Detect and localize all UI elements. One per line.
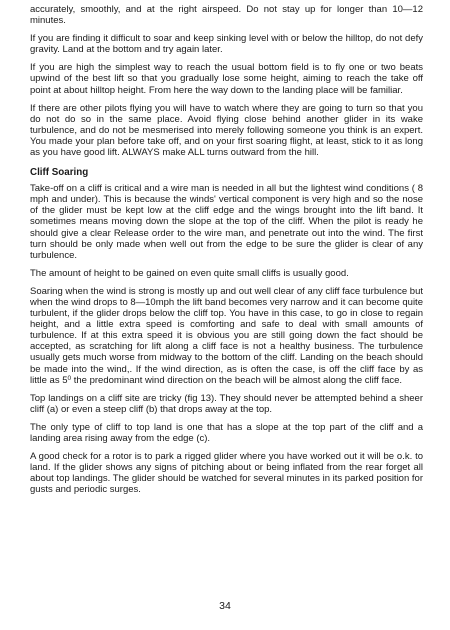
paragraph-3: If you are high the simplest way to reach the usual bottom field is to fly one or two beats upwind of the best lift so that you gradually lose some height, aiming to reach the take off point at about hilltop height. From here the way down to the landing place will be familiar. (30, 62, 423, 96)
paragraph-5: Take-off on a cliff is critical and a wire man is needed in all but the lightest wind conditions ( 8 mph and under). This is because the winds' vertical component is very high and so the nose of the glider must be kept low at the cliff edge and the wings brought into the lift band. It sometimes means moving down the slope at the top of the cliff. When the pilot is ready he should give a clear Release order to the wire man, and penetrate out into the wind. The first turn should be only made when well out from the edge to be sure the glider is clear of any turbulence. (30, 183, 423, 261)
paragraph-9: The only type of cliff to top land is one that has a slope at the top part of the cliff and a landing area rising away from the edge (c). (30, 421, 423, 444)
paragraph-2: If you are finding it difficult to soar and keep sinking level with or below the hilltop, do not defy gravity. Land at the bottom and try again later. (30, 33, 423, 56)
paragraph-7 (30, 286, 423, 386)
paragraph-8: Top landings on a cliff site are tricky (fig 13). They should never be attempted behind a sheer cliff (a) or even a steep cliff (b) that drops away at the top. (30, 392, 423, 415)
section-heading-cliff-soaring: Cliff Soaring (30, 167, 89, 179)
document-page (30, 4, 423, 502)
paragraph-10: A good check for a rotor is to park a rigged glider where you have worked out it will be o.k. to land. If the glider shows any signs of pitching about or being inflated from the rear forget all about top landings. The glider should be watched for several minutes in its parked position for gusts and periodic surges. (30, 451, 423, 496)
paragraph-1: accurately, smoothly, and at the right airspeed. Do not stay up for longer than 10—12 minutes. (30, 4, 423, 27)
paragraph-7-text-start: Soaring when the wind is strong is mostly up and out well clear of any cliff face turbulence but when the wind drops to 8—10mph the lift band becomes very narrow and it can become quite turbulent, if the glider drops below the cliff top. You have in this case, to go in close to regain height, and a little extra speed is comforting and safe to deal with small amounts of turbulence. If at this extra speed it is obvious you are still going down the fact should be accepted, as scratching for lift along a cliff face is not a healthy business. The turbulence usually gets much worse from midway to the bottom of the cliff. Landing on the beach should be made into the wind,. If the wind direction, as is often the case, is off the cliff face by as little as 5 (30, 285, 423, 386)
paragraph-7-text-end: the predominant wind direction on the beach will be almost along the cliff face. (71, 374, 403, 386)
paragraph-4: If there are other pilots flying you will have to watch where they are going to turn so that you do not do so in the same place. Avoid flying close behind another glider in its wake turbulence, and do not be mesmerised into merely following someone you think is an expert. You made your plan before take off, and on your first soaring flight, at least, stick to it as long as you have good lift. ALWAYS make ALL turns outward from the hill. (30, 102, 423, 159)
superscript-degree: 0 (67, 374, 72, 382)
page-number: 34 (219, 600, 231, 612)
paragraph-6: The amount of height to be gained on even quite small cliffs is usually good. (30, 267, 349, 279)
